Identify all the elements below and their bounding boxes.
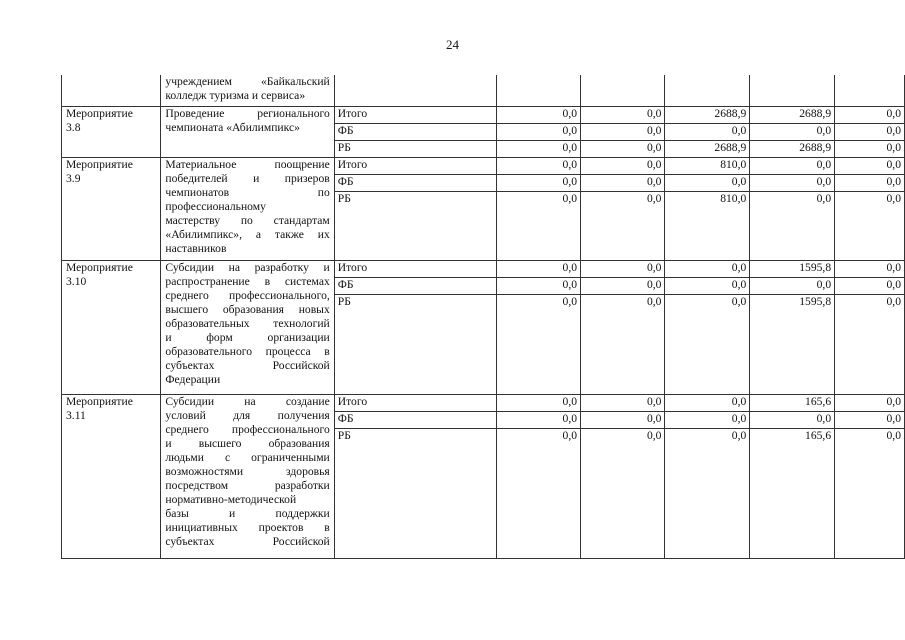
funding-source: РБ (334, 294, 496, 394)
amount-cell: 0,0 (835, 140, 905, 157)
amount-cell: 0,0 (665, 411, 750, 428)
table-row (62, 260, 905, 277)
table-body (62, 75, 905, 558)
amount-cell: 0,0 (581, 260, 665, 277)
amount-cell: 0,0 (496, 191, 580, 260)
event-id-line: Мероприятие (66, 260, 133, 274)
amount-cell: 810,0 (665, 191, 750, 260)
amount-cell: 0,0 (581, 140, 665, 157)
event-id (62, 394, 161, 558)
amount-cell: 0,0 (835, 428, 905, 558)
amount-cell: 0,0 (665, 294, 750, 394)
event-id-line: 3.10 (66, 274, 87, 288)
amount-cell: 2688,9 (665, 140, 750, 157)
event-name-line: Субсидии на создание (165, 394, 330, 408)
amount-cell: 0,0 (750, 191, 835, 260)
amount-cell: 0,0 (665, 394, 750, 411)
event-name (161, 394, 334, 558)
event-name-line: наставников (165, 241, 227, 255)
amount-cell: 0,0 (835, 157, 905, 174)
amount-cell: 2688,9 (665, 106, 750, 123)
amount-cell: 0,0 (496, 260, 580, 277)
budget-table (61, 75, 905, 559)
amount-cell: 0,0 (835, 277, 905, 294)
amount-cell: 0,0 (665, 123, 750, 140)
event-name (161, 75, 334, 106)
event-name (161, 106, 334, 157)
table-row (62, 157, 905, 174)
empty-cell (581, 75, 665, 106)
amount-cell: 0,0 (496, 140, 580, 157)
event-name-line: высшего образования новых (165, 302, 330, 316)
event-name-line: субъектах Российской (165, 534, 330, 548)
funding-source: РБ (334, 428, 496, 558)
funding-source: Итого (334, 394, 496, 411)
event-name-line: колледж туризма и сервиса» (165, 89, 306, 102)
amount-cell: 0,0 (496, 174, 580, 191)
amount-cell: 810,0 (665, 157, 750, 174)
table-row (62, 106, 905, 123)
event-name-line: профессиональному (165, 199, 266, 213)
event-name-line: среднего профессионального, (165, 288, 330, 302)
event-name-line: учреждением «Байкальский (165, 75, 330, 88)
event-name-line: людьми с ограниченными (165, 450, 330, 464)
amount-cell: 0,0 (581, 174, 665, 191)
empty-cell (750, 75, 835, 106)
event-name (161, 260, 334, 394)
funding-source: РБ (334, 140, 496, 157)
amount-cell: 0,0 (496, 157, 580, 174)
amount-cell: 0,0 (496, 106, 580, 123)
empty-cell (835, 75, 905, 106)
event-id (62, 157, 161, 260)
amount-cell: 0,0 (835, 294, 905, 394)
amount-cell: 0,0 (835, 411, 905, 428)
amount-cell: 1595,8 (750, 294, 835, 394)
event-name-line: условий для получения (165, 408, 330, 422)
amount-cell: 0,0 (581, 428, 665, 558)
event-name-line: «Абилимпикс», а также их (165, 227, 330, 241)
amount-cell: 0,0 (750, 174, 835, 191)
amount-cell: 0,0 (665, 260, 750, 277)
event-id-line: Мероприятие (66, 394, 133, 408)
amount-cell: 0,0 (581, 294, 665, 394)
funding-source: ФБ (334, 277, 496, 294)
amount-cell: 0,0 (581, 106, 665, 123)
event-name-line: победителей и призеров (165, 171, 330, 185)
amount-cell: 0,0 (581, 157, 665, 174)
amount-cell: 2688,9 (750, 106, 835, 123)
amount-cell: 0,0 (496, 428, 580, 558)
event-name-line: чемпионатов по (165, 185, 330, 199)
amount-cell: 0,0 (750, 411, 835, 428)
event-name (161, 157, 334, 260)
amount-cell: 0,0 (581, 277, 665, 294)
amount-cell: 0,0 (835, 106, 905, 123)
amount-cell: 0,0 (750, 123, 835, 140)
amount-cell: 0,0 (835, 260, 905, 277)
amount-cell: 0,0 (750, 277, 835, 294)
amount-cell: 0,0 (581, 411, 665, 428)
amount-cell: 0,0 (835, 123, 905, 140)
table-row-carryover (62, 75, 905, 106)
amount-cell: 0,0 (496, 123, 580, 140)
event-id-line: Мероприятие (66, 106, 133, 120)
amount-cell: 2688,9 (750, 140, 835, 157)
empty-cell (665, 75, 750, 106)
amount-cell: 0,0 (496, 294, 580, 394)
amount-cell: 0,0 (835, 191, 905, 260)
event-name-line: инициативных проектов в (165, 520, 330, 534)
event-id (62, 260, 161, 394)
funding-source: ФБ (334, 123, 496, 140)
event-name-line: и форм организации (165, 330, 330, 344)
event-name-line: Субсидии на разработку и (165, 260, 330, 274)
empty-cell (496, 75, 580, 106)
amount-cell: 0,0 (496, 394, 580, 411)
event-name-line: нормативно-методической (165, 492, 297, 506)
funding-source: ФБ (334, 411, 496, 428)
event-name-line: мастерству по стандартам (165, 213, 330, 227)
amount-cell: 0,0 (581, 191, 665, 260)
event-name-line: Федерации (165, 372, 221, 386)
event-id-line: Мероприятие (66, 157, 133, 171)
event-name-line: субъектах Российской (165, 358, 330, 372)
table-row (62, 394, 905, 411)
amount-cell: 0,0 (496, 411, 580, 428)
event-name-line: посредством разработки (165, 478, 330, 492)
funding-source: Итого (334, 157, 496, 174)
event-name-line: среднего профессионального (165, 422, 330, 436)
amount-cell: 0,0 (665, 174, 750, 191)
amount-cell: 0,0 (750, 157, 835, 174)
event-name-line: возможностями здоровья (165, 464, 330, 478)
amount-cell: 165,6 (750, 394, 835, 411)
event-id-empty (62, 75, 161, 106)
event-id-line: 3.9 (66, 171, 81, 185)
amount-cell: 0,0 (835, 394, 905, 411)
amount-cell: 0,0 (665, 428, 750, 558)
amount-cell: 0,0 (665, 277, 750, 294)
amount-cell: 1595,8 (750, 260, 835, 277)
page-number: 24 (446, 37, 459, 52)
event-name-line: чемпионата «Абилимпикс» (165, 120, 300, 134)
event-id-line: 3.8 (66, 120, 81, 134)
event-name-line: образовательного процесса в (165, 344, 330, 358)
event-name-line: и высшего образования (165, 436, 330, 450)
event-name-line: распространение в системах (165, 274, 330, 288)
empty-cell (334, 75, 496, 106)
event-id-line: 3.11 (66, 408, 86, 422)
event-name-line: Проведение регионального (165, 106, 330, 120)
amount-cell: 0,0 (581, 123, 665, 140)
funding-source: Итого (334, 106, 496, 123)
amount-cell: 0,0 (496, 277, 580, 294)
event-name-line: Материальное поощрение (165, 157, 330, 171)
event-name-line: образовательных технологий (165, 316, 330, 330)
amount-cell: 0,0 (835, 174, 905, 191)
funding-source: РБ (334, 191, 496, 260)
event-name-line: базы и поддержки (165, 506, 330, 520)
funding-source: ФБ (334, 174, 496, 191)
event-id (62, 106, 161, 157)
amount-cell: 165,6 (750, 428, 835, 558)
amount-cell: 0,0 (581, 394, 665, 411)
funding-source: Итого (334, 260, 496, 277)
